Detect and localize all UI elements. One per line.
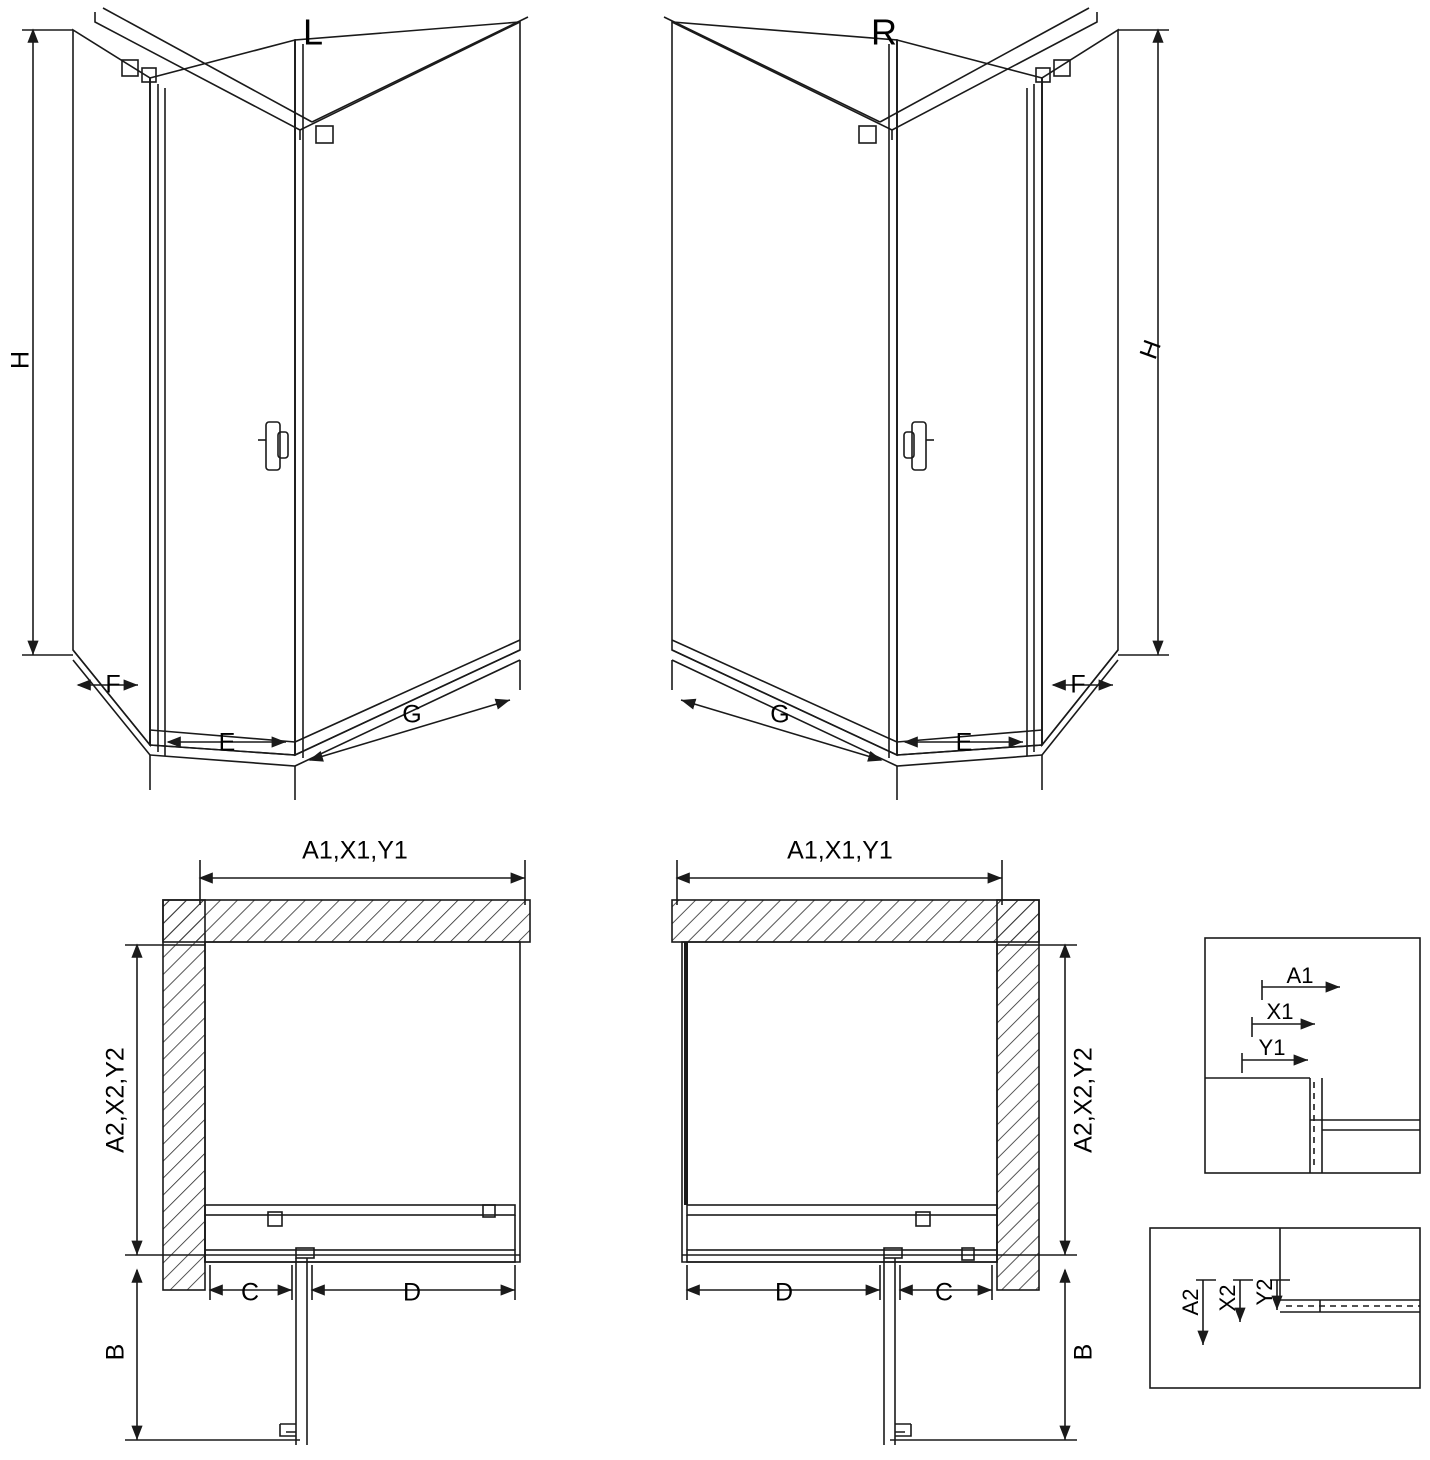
iso-right-hinge-profile [889,40,897,758]
detail-bottom-label-y2: Y2 [1251,1278,1277,1306]
iso-left-top-rail-b [103,8,312,122]
iso-right-bottom-rail [672,640,1042,755]
iso-left-fixed-panel [295,22,520,755]
iso-left-door-handle [258,422,288,470]
iso-left-label-g: G [402,700,422,729]
iso-right-label-e: E [955,728,973,757]
plan-left-top-dim-label: A1,X1,Y1 [302,836,408,865]
iso-right-fixed-panel [672,22,897,755]
plan-view-left [125,860,530,1445]
iso-right-top-rail-b [880,8,1089,122]
plan-left-side-dim-label: A2,X2,Y2 [101,1047,130,1153]
iso-right-floor-tick [672,660,897,800]
plan-right-top-dim-label: A1,X1,Y1 [787,836,893,865]
detail-top-profile [1310,1078,1322,1173]
plan-left-hinge-block-1 [268,1212,282,1226]
iso-right-side-panel [1042,30,1118,745]
detail-top-label-x1: X1 [1266,998,1294,1024]
iso-left-label-e: E [218,728,236,757]
plan-left-label-c: C [240,1278,260,1307]
iso-right-door-handle [904,422,934,470]
plan-right-label-b: B [1069,1343,1098,1361]
iso-right-label-h: H [1134,336,1167,363]
plan-right-door-handle [895,1424,911,1436]
iso-left-dim-bottom [78,685,510,760]
iso-left-bracket-3 [316,126,333,143]
iso-left-base-edge [73,650,150,755]
iso-right-door-panel [897,40,1042,755]
plan-left-fixed-panel [205,1205,515,1215]
plan-left-wall-top [163,900,530,942]
title-right: R [871,11,897,53]
plan-right-label-d: D [774,1278,794,1307]
plan-right-fixed-panel [687,1205,997,1215]
plan-right-wall-top [672,900,1039,942]
iso-left-label-h: H [6,350,35,370]
title-left: L [302,11,324,53]
plan-right-dim-top [677,860,1002,905]
plan-right-bottom-profile [687,1250,997,1262]
plan-right-door-swing [884,1258,895,1445]
plan-left-door-swing [296,1258,307,1445]
plan-left-dim-b [125,1270,300,1440]
detail-bottom-label-a2: A2 [1177,1288,1203,1316]
iso-right-top-rail-d [664,17,880,122]
detail-top-label-y1: Y1 [1258,1034,1286,1060]
plan-right-interior [682,942,997,1262]
iso-left-bottom-rail [150,640,520,755]
detail-top-glass-lines [1310,1120,1420,1130]
plan-left-dim-top [200,860,525,905]
plan-left-bottom-profile [205,1250,515,1262]
plan-left-label-b: B [101,1343,130,1361]
detail-top-label-a1: A1 [1286,962,1314,988]
plan-view-right [672,860,1077,1445]
plan-right-hinge-block-1 [916,1212,930,1226]
iso-left-side-panel [73,30,150,745]
plan-right-wall-side [997,900,1039,1290]
iso-view-right [664,8,1169,800]
iso-left-door-panel [150,40,295,755]
plan-left-wall-side [163,900,205,1290]
iso-view-left [22,8,528,800]
iso-right-label-g: G [770,700,790,729]
iso-left-vertical-profile [150,78,165,756]
iso-right-vertical-profile [1027,78,1042,756]
plan-right-label-c: C [934,1278,954,1307]
iso-right-label-f: F [1070,670,1086,699]
plan-left-label-d: D [402,1278,422,1307]
iso-right-bracket-3 [859,126,876,143]
plan-right-dim-b [890,1270,1077,1440]
iso-right-base-edge [1042,650,1118,755]
plan-right-side-dim-label: A2,X2,Y2 [1069,1047,1098,1153]
detail-bottom-label-x2: X2 [1214,1284,1240,1312]
iso-right-top-rail-c [672,22,892,130]
iso-left-dim-height [22,30,73,655]
plan-left-interior [205,942,520,1262]
iso-left-label-f: F [105,670,121,699]
iso-left-top-rail-d [312,17,528,122]
plan-left-door-handle [280,1424,296,1436]
plan-right-profile-connect [687,1215,997,1250]
iso-left-hinge-profile [295,40,303,758]
iso-left-top-rail-c [300,22,520,130]
plan-left-profile-connect [205,1215,515,1250]
